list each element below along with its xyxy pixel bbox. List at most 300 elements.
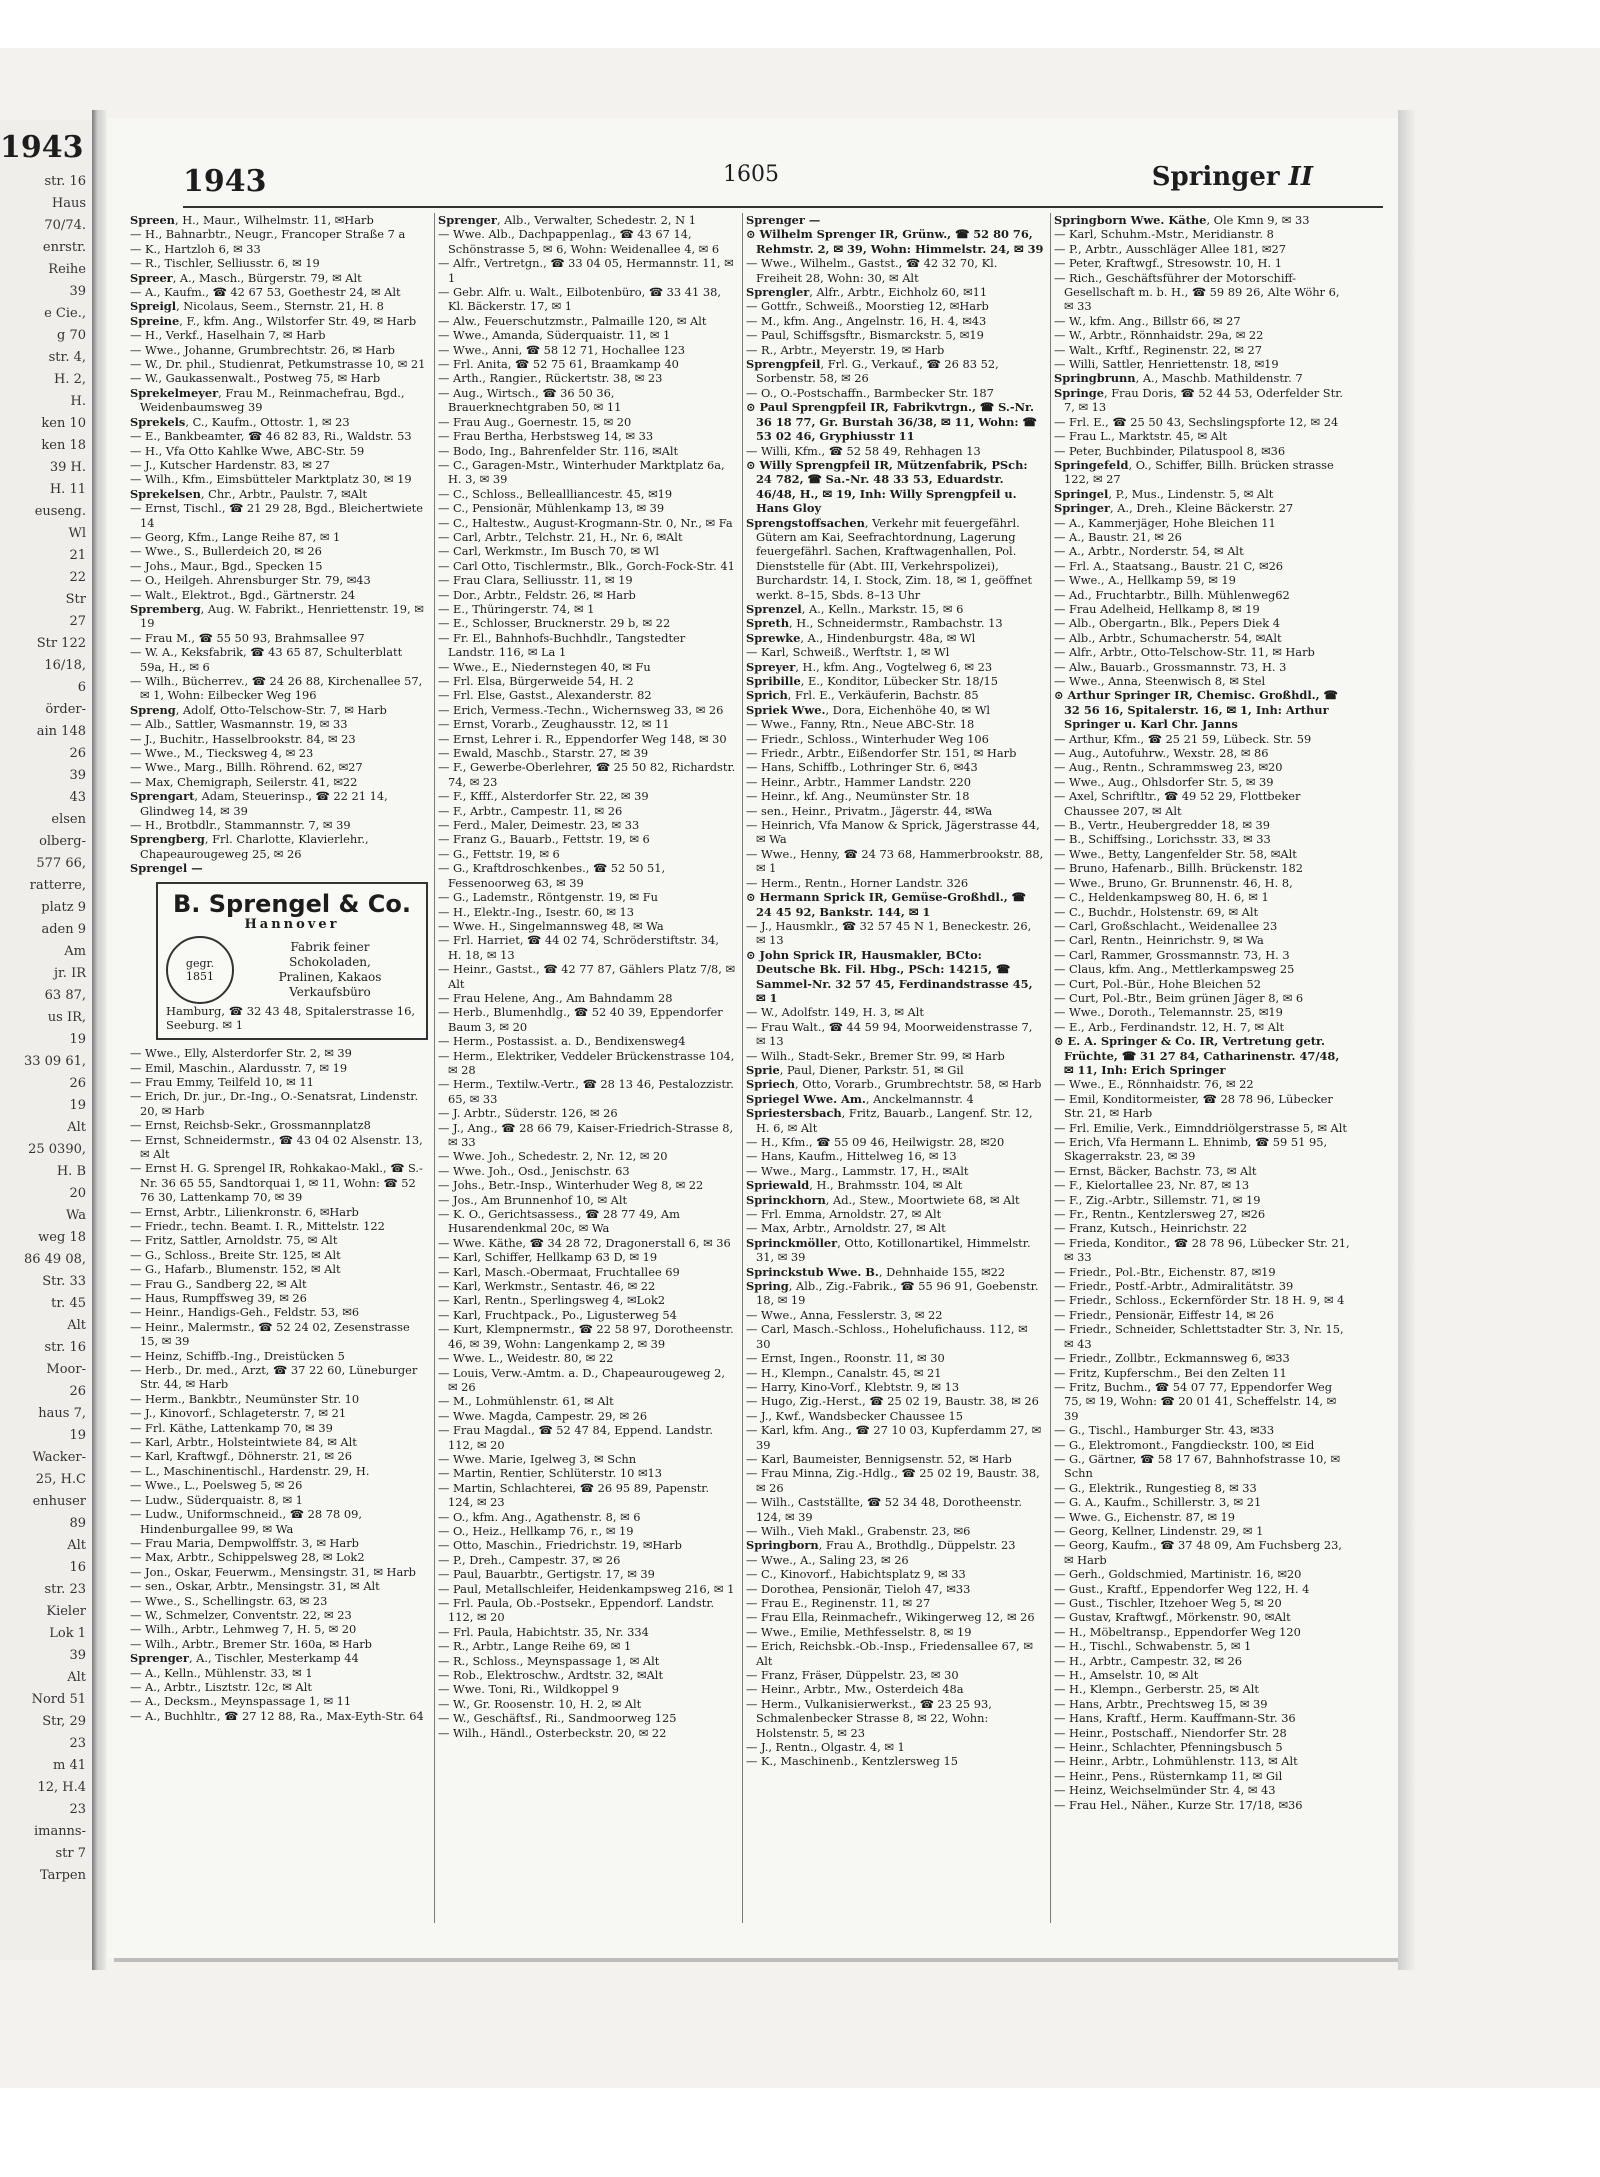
directory-entry: — Ad., Fruchtarbtr., Billh. Mühlenweg62 [1054, 587, 1290, 602]
directory-entry: — Carl, Rentn., Heinrichstr. 9, ✉ Wa [1054, 933, 1264, 948]
directory-entry: — Herb., Dr. med., Arzt, ☎ 37 22 60, Lüneburger Str. 44, ✉ Harb [130, 1363, 418, 1392]
left-page-fragment: e Cie., [44, 306, 86, 321]
directory-entry: — sen., Heinr., Privatm., Jägerstr. 44, ✉Wa [746, 803, 993, 818]
directory-entry: — Frau Magdal., ☎ 52 47 84, Eppend. Landstr. 112, ✉ 20 [438, 1423, 713, 1452]
left-page-fragment: 12, H.4 [37, 1780, 86, 1795]
directory-entry: — Franz, Kutsch., Heinrichstr. 22 [1054, 1221, 1248, 1236]
left-page-fragment: 21 [69, 548, 86, 563]
directory-entry: — Heinr., Arbtr., Lohmühlenstr. 113, ✉ Alt [1054, 1754, 1298, 1769]
left-page-fragment: H. [70, 394, 86, 409]
directory-entry: — Wwe., S., Bullerdeich 20, ✉ 26 [130, 544, 322, 559]
directory-entry: — Ernst H. G. Sprengel IR, Rohkakao-Makl., ☎ S.-Nr. 36 65 55, Sandtorquai 1, ✉ 11, Wohn: ☎ 52 76 30, Lattenkamp 70, ✉ 39 [130, 1161, 423, 1205]
directory-entry: — K., Maschinenb., Kentzlersweg 15 [746, 1754, 959, 1769]
directory-entry: — Max, Arbtr., Schippelsweg 28, ✉ Lok2 [130, 1550, 365, 1565]
directory-entry: Springborn Wwe. Käthe, Ole Kmn 9, ✉ 33 [1054, 213, 1310, 227]
directory-entry: — Wwe., Henny, ☎ 24 73 68, Hammerbrookstr. 88, ✉ 1 [746, 846, 1044, 876]
directory-entry: — H., Klempn., Canalstr. 45, ✉ 21 [746, 1365, 942, 1380]
directory-entry: — E., Schlosser, Brucknerstr. 29 b, ✉ 22 [438, 616, 671, 631]
directory-entry: — Alb., Arbtr., Schumacherstr. 54, ✉Alt [1054, 630, 1282, 645]
directory-entry: — G., Kraftdroschkenbes., ☎ 52 50 51, Fessenoorweg 63, ✉ 39 [438, 861, 666, 890]
directory-entry: — C., Buchdr., Holstenstr. 69, ✉ Alt [1054, 904, 1259, 919]
directory-entry: — Heinr., Arbtr., Hammer Landstr. 220 [746, 774, 972, 789]
directory-entry: — J., Ang., ☎ 28 66 79, Kaiser-Friedrich-Strasse 8, ✉ 33 [438, 1120, 734, 1149]
directory-entry: — Arthur, Kfm., ☎ 25 21 59, Lübeck. Str. 59 [1054, 731, 1312, 746]
left-page-fragment: H. 2, [53, 372, 86, 387]
column-4-entries [1054, 213, 1352, 1812]
directory-entry: Sprengstoffsachen, Verkehr mit feuergefährl. Gütern am Kai, Seefrachtordnung, Lagerung feuergefährl. Sachen, Kraftwagenhallen, Pol. Dienststelle für (Abt. III, Verkehrspolizei), Burchardstr. 14, I. Stock, Zim. 18, ✉ 1, geöffnet werkt. 8–15, Sbds. 8–13 Uhr [746, 515, 1033, 602]
directory-entry: — Wwe., Anni, ☎ 58 12 71, Hochallee 123 [438, 342, 686, 357]
directory-entry: — Ernst, Reichsb-Sekr., Grossmannplatz8 [130, 1118, 371, 1133]
column-3-entries [746, 213, 1044, 1769]
ad-product-lines [242, 940, 418, 1000]
directory-entry: Sprenger, Alb., Verwalter, Schedestr. 2, N 1 [438, 213, 696, 227]
directory-entry: — W., Schmelzer, Conventstr. 22, ✉ 23 [130, 1607, 352, 1622]
directory-entry: — Frau Hel., Näher., Kurze Str. 17/18, ✉36 [1054, 1797, 1303, 1812]
directory-entry: — Frau L., Marktstr. 45, ✉ Alt [1054, 429, 1228, 444]
directory-entry: — C., Schloss., Belleallliancestr. 45, ✉19 [438, 486, 673, 501]
directory-entry: — Wwe., S., Schellingstr. 63, ✉ 23 [130, 1593, 328, 1608]
directory-entry: — Herm., Elektriker, Veddeler Brückenstrasse 104, ✉ 28 [438, 1048, 735, 1077]
left-page-fragment: tr. 45 [51, 1296, 86, 1311]
directory-entry: Springbrunn, A., Maschb. Mathildenstr. 7 [1054, 371, 1303, 386]
directory-entry: — Heinz, Schiffb.-Ing., Dreistücken 5 [130, 1348, 345, 1363]
left-page-fragment: enhuser [32, 1494, 86, 1509]
directory-entry: Sprengart, Adam, Steuerinsp., ☎ 22 21 14, Glindweg 14, ✉ 39 [130, 789, 388, 818]
directory-entry: — Wwe., Anna, Steenwisch 8, ✉ Stel [1054, 674, 1266, 688]
left-page-fragment: 23 [69, 1736, 86, 1751]
directory-entry: — Bruno, Hafenarb., Billh. Brückenstr. 182 [1054, 861, 1303, 876]
directory-entry: — Wwe., L., Poelsweg 5, ✉ 26 [130, 1478, 303, 1493]
directory-entry: — Wwe., Betty, Langenfelder Str. 58, ✉Alt [1054, 846, 1297, 861]
left-page-fragment: 20 [69, 1186, 86, 1201]
directory-entry: — Hans, Arbtr., Prechtsweg 15, ✉ 39 [1054, 1696, 1268, 1711]
directory-entry: — A., Arbtr., Lisztstr. 12c, ✉ Alt [130, 1679, 312, 1694]
directory-entry: Springe, Frau Doris, ☎ 52 44 53, Oderfelder Str. 7, ✉ 13 [1054, 385, 1344, 415]
directory-entry: — Dorothea, Pensionär, Tieloh 47, ✉33 [746, 1581, 971, 1596]
directory-entry: — Frieda, Konditor., ☎ 28 78 96, Lübecker Str. 21, ✉ 33 [1054, 1235, 1350, 1265]
left-page-fragment: str. 4, [48, 350, 86, 365]
directory-entry: — W. A., Keksfabrik, ☎ 43 65 87, Schulterblatt 59a, H., ✉ 6 [130, 645, 403, 674]
directory-entry: Spriek Wwe., Dora, Eichenhöhe 40, ✉ Wl [746, 702, 991, 717]
directory-entry: Sprekelmeyer, Frau M., Reinmachefrau, Bgd., Weidenbaumsweg 39 [130, 385, 405, 415]
directory-entry: — Heinr., kf. Ang., Neumünster Str. 18 [746, 789, 970, 804]
left-page-fragment: aden 9 [41, 922, 86, 937]
directory-entry: — Karl, Baumeister, Bennigsenstr. 52, ✉ Harb [746, 1451, 1012, 1466]
directory-entry: — Wilh., Arbtr., Bremer Str. 160a, ✉ Harb [130, 1636, 372, 1651]
directory-entry: — Wwe., Doroth., Telemannstr. 25, ✉19 [1054, 1005, 1283, 1020]
directory-entry: Spreer, A., Masch., Bürgerstr. 79, ✉ Alt [130, 270, 362, 285]
directory-entry: — Peter, Kraftwgf., Stresowstr. 10, H. 1 [1054, 256, 1282, 271]
directory-entry: — Wwe. Käthe, ☎ 34 28 72, Dragonerstall 6, ✉ 36 [438, 1235, 731, 1250]
directory-entry: — Wwe., Marg., Lammstr. 17, H., ✉Alt [746, 1163, 969, 1178]
directory-entry: Sprenger — [746, 213, 821, 227]
directory-entry: — G., Gärtner, ☎ 58 17 67, Bahnhofstrasse 10, ✉ Schn [1054, 1451, 1340, 1481]
directory-entry: ⊙ Arthur Springer IR, Chemisc. Großhdl., ☎ 32 56 16, Spitalerstr. 16, ✉ 1, Inh: Arthur Springer u. Karl Chr. Janns [1054, 688, 1338, 732]
left-page-fragment: str. 16 [44, 174, 86, 189]
directory-entry: Sprekels, C., Kaufm., Ottostr. 1, ✉ 23 [130, 414, 350, 429]
left-page-fragment: 23 [69, 1802, 86, 1817]
left-page-fragment: 39 [69, 768, 86, 783]
left-page-fragment: elsen [51, 812, 86, 827]
left-page-fragment: ken 18 [41, 438, 86, 453]
directory-entry: — Wwe. H., Singelmannsweg 48, ✉ Wa [438, 918, 664, 933]
directory-entry: Spribille, E., Konditor, Lübecker Str. 18/15 [746, 674, 999, 688]
directory-entry: — Friedr., Zollbtr., Eckmannsweg 6, ✉33 [1054, 1351, 1290, 1366]
left-page-fragment: Alt [67, 1318, 86, 1333]
directory-entry: — Ferd., Maler, Deimestr. 23, ✉ 33 [438, 818, 640, 833]
column-divider [434, 213, 435, 1923]
directory-entry: — Wilh., Vieh Makl., Grabenstr. 23, ✉6 [746, 1523, 971, 1538]
directory-entry: — Jon., Oskar, Feuerwm., Mensingstr. 31, ✉ Harb [130, 1564, 416, 1579]
directory-entry: Spreine, F., kfm. Ang., Wilstorfer Str. 49, ✉ Harb [130, 313, 417, 328]
ad-line: Fabrik feiner [290, 940, 370, 955]
directory-entry: ⊙ Willy Sprengpfeil IR, Mützenfabrik, PSch: 24 782, ☎ Sa.-Nr. 48 33 53, Eduardstr. 46/48, H., ✉ 19, Inh: Willy Sprengpfeil u. Hans Gloy [746, 457, 1028, 516]
directory-entry: — Wwe., E., Niedernstegen 40, ✉ Fu [438, 659, 651, 674]
directory-entry: ⊙ John Sprick IR, Hausmakler, BCto: Deutsche Bk. Fil. Hbg., PSch: 14215, ☎ Sammel-Nr. 32 57 45, Ferdinandstrasse 45, ✉ 1 [746, 947, 1033, 1005]
directory-entry: — Johs., Maur., Bgd., Specken 15 [130, 558, 323, 573]
directory-entry: — Paul, Schiffsgsftr., Bismarckstr. 5, ✉19 [746, 328, 984, 343]
left-page-fragment: ain 148 [36, 724, 86, 739]
directory-entry: — F., Zig.-Arbtr., Sillemstr. 71, ✉ 19 [1054, 1192, 1261, 1207]
left-page-fragment: olberg- [39, 834, 86, 849]
directory-entry: Sprekelsen, Chr., Arbtr., Paulstr. 7, ✉Alt [130, 486, 368, 501]
directory-entry: — Dor., Arbtr., Feldstr. 26, ✉ Harb [438, 587, 636, 602]
directory-entry: — Frau Clara, Selliusstr. 11, ✉ 19 [438, 573, 633, 588]
directory-entry: — Erich, Vermess.-Techn., Wichernsweg 33, ✉ 26 [438, 702, 724, 717]
left-page-fragment: m 41 [52, 1758, 86, 1773]
left-page-fragment: örder- [45, 702, 86, 717]
directory-entry: — A., Kammerjäger, Hohe Bleichen 11 [1054, 515, 1276, 530]
directory-entry: — Karl, Kraftwgf., Döhnerstr. 21, ✉ 26 [130, 1449, 352, 1464]
directory-entry: — H., Klempn., Gerberstr. 25, ✉ Alt [1054, 1682, 1259, 1697]
directory-entry: — H., Kfm., ☎ 55 09 46, Heilwigstr. 28, ✉20 [746, 1135, 1005, 1149]
left-page-fragment: jr. IR [53, 966, 86, 981]
directory-entry: — Frau Ella, Reinmachefr., Wikingerweg 12, ✉ 26 [746, 1610, 1035, 1625]
directory-entry: Sprinckhorn, Ad., Stew., Moortwiete 68, ✉ Alt [746, 1192, 1020, 1207]
directory-entry: — Emil, Konditormeister, ☎ 28 78 96, Lübecker Str. 21, ✉ Harb [1054, 1091, 1333, 1121]
directory-entry: — H., Bahnarbtr., Neugr., Francoper Straße 7 a [130, 227, 406, 242]
left-page-fragment: 39 H. [49, 460, 86, 475]
book-gutter [92, 110, 106, 1970]
directory-entry: Sprinckstub Wwe. B., Dehnhaide 155, ✉22 [746, 1264, 1006, 1279]
seal-line: 1851 [186, 970, 214, 984]
directory-entry: Springefeld, O., Schiffer, Billh. Brücken strasse 122, ✉ 27 [1054, 457, 1334, 487]
directory-entry: — Wwe. G., Eichenstr. 87, ✉ 19 [1054, 1509, 1236, 1524]
directory-entry: — Friedr., Schneider, Schlettstadter Str. 3, Nr. 15, ✉ 43 [1054, 1322, 1344, 1351]
left-page-fragment: 26 [69, 746, 86, 761]
left-page-fragment: 39 [69, 284, 86, 299]
directory-entry: — J., Rentn., Olgastr. 4, ✉ 1 [746, 1740, 905, 1755]
directory-entry: Sprewke, A., Hindenburgstr. 48a, ✉ Wl [746, 630, 976, 645]
directory-entry: — Franz, Fräser, Düppelstr. 23, ✉ 30 [746, 1668, 959, 1683]
directory-entry: — O., O.-Postschaffn., Barmbecker Str. 187 [746, 385, 994, 400]
directory-entry: — Hans, Kaufm., Hittelweg 16, ✉ 13 [746, 1149, 957, 1164]
directory-entry: — W., Dr. phil., Studienrat, Petkumstrasse 10, ✉ 21 [130, 357, 426, 372]
directory-entry: — Wwe., E., Rönnhaidstr. 76, ✉ 22 [1054, 1077, 1254, 1092]
directory-entry: ⊙ Wilhelm Sprenger IR, Grünw., ☎ 52 80 76, Rehmstr. 2, ✉ 39, Wohn: Himmelstr. 24, ✉ 39 [746, 227, 1044, 256]
directory-entry: — Alw., Feuerschutzmstr., Palmaille 120, ✉ Alt [438, 313, 707, 328]
directory-entry: — Haus, Rumpffsweg 39, ✉ 26 [130, 1291, 307, 1305]
directory-entry: — Carl, Arbtr., Telchstr. 21, H., Nr. 6, ✉Alt [438, 529, 683, 544]
directory-entry: — Frau G., Sandberg 22, ✉ Alt [130, 1276, 307, 1291]
directory-entry: — R., Schloss., Meynspassage 1, ✉ Alt [438, 1653, 660, 1668]
directory-entry: Springborn, Frau A., Brothdlg., Düppelstr. 23 [746, 1538, 1016, 1553]
directory-entry: — Friedr., Schloss., Winterhuder Weg 106 [746, 731, 989, 746]
directory-entry: — Carl, Masch.-Schloss., Hohelufichauss. 112, ✉ 30 [746, 1322, 1028, 1351]
directory-entry: — R., Tischler, Selliusstr. 6, ✉ 19 [130, 256, 320, 271]
directory-entry: Sprich, Frl. E., Verkäuferin, Bachstr. 85 [746, 688, 979, 703]
directory-entry: — C., Kinovorf., Habichtsplatz 9, ✉ 33 [746, 1567, 966, 1582]
directory-entry: — Frl. Paula, Ob.-Postsekr., Eppendorf. Landstr. 112, ✉ 20 [438, 1596, 715, 1625]
left-page-fragment: str. 16 [44, 1340, 86, 1355]
left-page-fragment: Lok 1 [49, 1626, 86, 1641]
directory-entry: — Heinr., Schlachter, Pfenningsbusch 5 [1054, 1740, 1283, 1755]
directory-entry: — Frau Helene, Ang., Am Bahndamm 28 [438, 990, 673, 1005]
directory-entry: — W., Gaukassenwalt., Postweg 75, ✉ Harb [130, 371, 381, 386]
directory-entry: — Gebr. Alfr. u. Walt., Eilbotenbüro, ☎ 33 41 38, Kl. Bäckerstr. 17, ✉ 1 [438, 285, 721, 314]
directory-entry: — F., Gewerbe-Oberlehrer, ☎ 25 50 82, Richardstr. 74, ✉ 23 [438, 760, 736, 789]
directory-entry: — Heinr., Gastst., ☎ 42 77 87, Gählers Platz 7/8, ✉ Alt [438, 962, 736, 991]
left-page-fragment: euseng. [34, 504, 86, 519]
directory-entry: Springel, P., Mus., Lindenstr. 5, ✉ Alt [1054, 486, 1274, 501]
left-page-fragment: 70/74. [44, 218, 86, 233]
directory-entry: — Curt, Pol.-Btr., Beim grünen Jäger 8, ✉ 6 [1054, 990, 1304, 1005]
left-page-fragment: 19 [69, 1032, 86, 1047]
directory-entry: Sprengpfeil, Frl. G., Verkauf., ☎ 26 83 52, Sorbenstr. 58, ✉ 26 [746, 357, 999, 386]
directory-entry: — Karl, Schiffer, Hellkamp 63 D, ✉ 19 [438, 1250, 658, 1265]
directory-entry: — Georg, Kaufm., ☎ 37 48 09, Am Fuchsberg 23, ✉ Harb [1054, 1538, 1342, 1567]
directory-entry: — Karl, Werkmstr., Sentastr. 46, ✉ 22 [438, 1279, 656, 1294]
left-page-fragment: ratterre, [29, 878, 86, 893]
directory-entry: — Johs., Betr.-Insp., Winterhuder Weg 8, ✉ 22 [438, 1178, 704, 1193]
directory-entry: — H., Brotbdlr., Stammannstr. 7, ✉ 39 [130, 818, 351, 833]
left-page-fragment: weg 18 [38, 1230, 86, 1245]
left-page-fragment: Wl [68, 526, 86, 541]
left-page-fragment: Am [64, 944, 86, 959]
directory-entry: — Willi, Kfm., ☎ 52 58 49, Rehhagen 13 [746, 443, 981, 458]
directory-entry: — Wwe., Anna, Fesslerstr. 3, ✉ 22 [746, 1307, 943, 1322]
left-page-fragment: Tarpen [39, 1868, 86, 1883]
directory-entry: — Emil, Maschin., Alardusstr. 7, ✉ 19 [130, 1060, 348, 1075]
directory-entry: Springer, A., Dreh., Kleine Bäckerstr. 27 [1054, 501, 1294, 516]
running-head-roman: II [1288, 162, 1313, 192]
directory-entry: — Ludw., Uniformschneid., ☎ 28 78 09, Hindenburgallee 99, ✉ Wa [130, 1507, 362, 1536]
directory-entry: — G., Elektromont., Fangdieckstr. 100, ✉ Eid [1054, 1437, 1315, 1452]
directory-entry: — Frl. Harriet, ☎ 44 02 74, Schröderstiftstr. 34, H. 18, ✉ 13 [438, 933, 719, 962]
directory-entry: — Fritz, Kupferschm., Bei den Zelten 11 [1054, 1365, 1287, 1380]
directory-entry: — Harry, Kino-Vorf., Klebtstr. 9, ✉ 13 [746, 1379, 960, 1394]
directory-entry: — P., Arbtr., Ausschläger Allee 181, ✉27 [1054, 241, 1286, 256]
left-page-fragment: imanns- [33, 1824, 86, 1839]
directory-entry: Spreth, H., Schneidermstr., Rambachstr. 13 [746, 616, 1003, 631]
column-divider [1050, 213, 1051, 1923]
directory-entry: — Frau Bertha, Herbstsweg 14, ✉ 33 [438, 429, 654, 444]
ad-line: Verkaufsbüro [289, 985, 371, 1000]
left-page-fragment: 39 [69, 1648, 86, 1663]
directory-entry: — P., Dreh., Campestr. 37, ✉ 26 [438, 1552, 621, 1567]
left-page-fragment: Str [65, 592, 86, 607]
left-page-fragment: 577 66, [36, 856, 86, 871]
directory-entry: — Ernst, Vorarb., Zeughausstr. 12, ✉ 11 [438, 717, 670, 732]
left-page-fragment: 6 [77, 680, 86, 695]
directory-entry: — E., Thüringerstr. 74, ✉ 1 [438, 601, 595, 616]
directory-entry: — Bodo, Ing., Bahrenfelder Str. 116, ✉Alt [438, 443, 679, 458]
directory-entry: — H., Möbeltransp., Eppendorfer Weg 120 [1054, 1624, 1301, 1639]
left-page-fragment: 22 [69, 570, 86, 585]
directory-entry: Spriewald, H., Brahmsstr. 104, ✉ Alt [746, 1178, 963, 1193]
directory-entry: ⊙ E. A. Springer & Co. IR, Vertretung getr. Früchte, ☎ 31 27 84, Catharinenstr. 47/48, ✉ 11, Inh: Erich Springer [1054, 1034, 1340, 1077]
directory-entry: — Wwe., Amanda, Süderquaistr. 11, ✉ 1 [438, 328, 671, 343]
left-page-fragment: 27 [69, 614, 86, 629]
column-2-entries [438, 213, 736, 1740]
directory-entry: — K. O., Gerichtsassess., ☎ 28 77 49, Am Husarendenkmal 20c, ✉ Wa [438, 1207, 680, 1236]
directory-entry: — Heinr., Handigs-Geh., Feldstr. 53, ✉6 [130, 1305, 360, 1320]
directory-entry: — Frl. Käthe, Lattenkamp 70, ✉ 39 [130, 1420, 333, 1435]
left-page-fragment: 25, H.C [35, 1472, 86, 1487]
directory-entry: — Heinr., Postschaff., Niendorfer Str. 28 [1054, 1725, 1287, 1740]
directory-entry: — Alb., Obergartn., Blk., Pepers Diek 4 [1054, 616, 1281, 631]
directory-entry: — W., Arbtr., Rönnhaidstr. 29a, ✉ 22 [1054, 328, 1264, 343]
directory-entry: — Frau M., ☎ 55 50 93, Brahmsallee 97 [130, 630, 365, 645]
directory-entry: — Wilh., Händl., Osterbeckstr. 20, ✉ 22 [438, 1725, 667, 1740]
directory-entry: — J., Kutscher Hardenstr. 83, ✉ 27 [130, 457, 330, 472]
directory-entry: — Wilh., Bücherrev., ☎ 24 26 88, Kirchenallee 57, ✉ 1, Wohn: Eilbecker Weg 196 [130, 674, 423, 703]
directory-entry: — Wwe. L., Weidestr. 80, ✉ 22 [438, 1351, 614, 1366]
directory-entry: — Herm., Bankbtr., Neumünster Str. 10 [130, 1391, 360, 1406]
directory-entry: Spremberg, Aug. W. Fabrikt., Henriettenstr. 19, ✉ 19 [130, 601, 424, 631]
directory-entry: — J., Buchitr., Hasselbrookstr. 84, ✉ 23 [130, 731, 356, 746]
directory-entry: — H., Vfa Otto Kahlke Wwe, ABC-Str. 59 [130, 443, 365, 458]
directory-entry: — Ernst, Schneidermstr., ☎ 43 04 02 Alsenstr. 13, ✉ Alt [130, 1132, 423, 1161]
directory-entry: — B., Schiffsing., Lorichsstr. 33, ✉ 33 [1054, 832, 1271, 847]
directory-entry: — Erich, Vfa Hermann L. Ehnimb, ☎ 59 51 95, Skagerrakstr. 23, ✉ 39 [1054, 1135, 1328, 1164]
directory-entry: — Paul, Bauarbtr., Gertigstr. 17, ✉ 39 [438, 1567, 655, 1582]
directory-entry: — Claus, kfm. Ang., Mettlerkampsweg 25 [1054, 962, 1295, 977]
page-header [183, 158, 1313, 202]
directory-entry: — Frl. Paula, Habichtstr. 35, Nr. 334 [438, 1624, 649, 1639]
directory-entry: — Fritz, Buchm., ☎ 54 07 77, Eppendorfer Weg 75, ✉ 19, Wohn: ☎ 20 01 41, Scheffelstr. 14, ✉ 39 [1054, 1379, 1337, 1423]
directory-entry: — A., Baustr. 21, ✉ 26 [1054, 529, 1182, 544]
directory-entry: — A., Kelln., Mühlenstr. 33, ✉ 1 [130, 1665, 313, 1680]
directory-entry: — G., Elektrik., Rungestieg 8, ✉ 33 [1054, 1480, 1257, 1495]
directory-entry: — C., Garagen-Mstr., Winterhuder Marktplatz 6a, H. 3, ✉ 39 [438, 457, 725, 487]
directory-entry: — K., Hartzloh 6, ✉ 33 [130, 241, 261, 256]
directory-entry: — R., Arbtr., Meyerstr. 19, ✉ Harb [746, 342, 945, 357]
directory-entry: — Wwe., Marg., Billh. Röhrend. 62, ✉27 [130, 760, 363, 775]
directory-entry: — Wwe., Johanne, Grumbrechtstr. 26, ✉ Harb [130, 342, 395, 357]
directory-entry: — Frl. Emilie, Verk., Eimnddriölgerstrasse 5, ✉ Alt [1054, 1120, 1347, 1135]
directory-entry: Spring, Alb., Zig.-Fabrik., ☎ 55 96 91, Goebenstr. 18, ✉ 19 [746, 1279, 1039, 1308]
directory-entry: — O., Heilgeh. Ahrensburger Str. 79, ✉43 [130, 573, 371, 588]
directory-entry: — Hans, Kraftf., Herm. Kauffmann-Str. 36 [1054, 1711, 1296, 1726]
directory-entry: — Friedr., Arbtr., Eißendorfer Str. 151, ✉ Harb [746, 746, 1017, 761]
left-page-fragment: 89 [69, 1516, 86, 1531]
directory-entry: — Wilh., Arbtr., Lehmweg 7, H. 5, ✉ 20 [130, 1622, 357, 1637]
directory-entry: — Wwe., Elly, Alsterdorfer Str. 2, ✉ 39 [130, 1046, 352, 1061]
directory-entry: — Wwe. Alb., Dachpappenlag., ☎ 43 67 14, Schönstrasse 5, ✉ 6, Wohn: Weidenallee 4, ✉ 6 [438, 227, 720, 256]
directory-entry: — J., Kwf., Wandsbecker Chaussee 15 [746, 1408, 964, 1423]
directory-entry: — Frl. A., Staatsang., Baustr. 21 C, ✉26 [1054, 558, 1284, 573]
header-rule [183, 206, 1383, 208]
ad-city: Hannover [244, 916, 340, 932]
directory-entry: — Ernst, Lehrer i. R., Eppendorfer Weg 148, ✉ 30 [438, 731, 727, 746]
ad-footer: Hamburg, ☎ 32 43 48, Spitalerstrasse 16, Seeburg. ✉ 1 [166, 1004, 416, 1033]
directory-entry: — Hugo, Zig.-Herst., ☎ 25 02 19, Baustr. 38, ✉ 26 [746, 1394, 1039, 1409]
column-1-entries-top [130, 213, 428, 876]
directory-entry: — Wwe. Marie, Igelweg 3, ✉ Schn [438, 1451, 637, 1466]
directory-entry: — Georg, Kellner, Lindenstr. 29, ✉ 1 [1054, 1523, 1264, 1538]
left-page-fragment: Haus [51, 196, 86, 211]
directory-entry: — C., Pensionär, Mühlenkamp 13, ✉ 39 [438, 501, 665, 516]
directory-entry: — Aug., Wirtsch., ☎ 36 50 36, Brauerknechtgraben 50, ✉ 11 [438, 385, 622, 415]
directory-entry: — Karl, Masch.-Obermaat, Fruchtallee 69 [438, 1264, 680, 1279]
directory-entry: — Martin, Rentier, Schlüterstr. 10 ✉13 [438, 1466, 663, 1481]
directory-entry: — A., Decksm., Meynspassage 1, ✉ 11 [130, 1694, 352, 1709]
left-page-fragment: g 70 [57, 328, 86, 343]
directory-entry: — G., Hafarb., Blumenstr. 152, ✉ Alt [130, 1262, 341, 1277]
directory-entry: — Friedr., techn. Beamt. I. R., Mittelstr. 122 [130, 1218, 385, 1233]
directory-entry: — Alw., Bauarb., Grossmannstr. 73, H. 3 [1054, 659, 1287, 674]
running-head-name: Springer [1151, 162, 1280, 192]
directory-entry: — Louis, Verw.-Amtm. a. D., Chapeaurougeweg 2, ✉ 26 [438, 1365, 725, 1394]
ad-body [166, 936, 418, 1004]
directory-entry: — Karl, Schuhm.-Mstr., Meridianstr. 8 [1054, 227, 1274, 242]
directory-entry: — Wwe., Wilhelm., Gastst., ☎ 42 32 70, Kl. Freiheit 28, Wohn: 30, ✉ Alt [746, 256, 998, 285]
ad-firm-name: B. Sprengel & Co. [173, 889, 411, 918]
directory-entry: — Wilh., Stadt-Sekr., Bremer Str. 99, ✉ Harb [746, 1048, 1005, 1063]
directory-entry: — Fr., Rentn., Kentzlersweg 27, ✉26 [1054, 1207, 1266, 1222]
directory-entry: — Heinrich, Vfa Manow & Sprick, Jägerstrasse 44, ✉ Wa [746, 818, 1040, 847]
left-page-fragment: 63 87, [44, 988, 86, 1003]
directory-entry: — H., Amselstr. 10, ✉ Alt [1054, 1668, 1199, 1683]
directory-entry: — Wwe. Joh., Osd., Jenischstr. 63 [438, 1163, 630, 1178]
directory-entry: Sprie, Paul, Diener, Parkstr. 51, ✉ Gil [746, 1062, 964, 1077]
directory-entry: — Alfr., Vertretgn., ☎ 33 04 05, Hermannstr. 11, ✉ 1 [438, 256, 734, 285]
directory-entry: — Heinz, Weichselmünder Str. 4, ✉ 43 [1054, 1783, 1276, 1798]
directory-entry: — Wwe., Emilie, Methfesselstr. 8, ✉ 19 [746, 1624, 972, 1639]
directory-entry: — Wwe., Aug., Ohlsdorfer Str. 5, ✉ 39 [1054, 774, 1274, 789]
directory-entry: — O., kfm. Ang., Agathenstr. 8, ✉ 6 [438, 1509, 641, 1524]
directory-entry: — Franz G., Bauarb., Fettstr. 19, ✉ 6 [438, 832, 650, 847]
directory-column-4 [1054, 213, 1352, 1812]
directory-entry: — Heinr., Arbtr., Mw., Osterdeich 48a [746, 1682, 964, 1697]
page-right-edge [1398, 110, 1416, 1970]
directory-entry: Sprengberg, Frl. Charlotte, Klavierlehr., Chapeaurougeweg 25, ✉ 26 [130, 832, 369, 861]
left-page-fragment: str. 23 [44, 1582, 86, 1597]
directory-entry: — Friedr., Pensionär, Eiffestr 14, ✉ 26 [1054, 1307, 1274, 1322]
directory-entry: — Wilh., Castställte, ☎ 52 34 48, Dorotheenstr. 124, ✉ 39 [746, 1495, 1023, 1524]
directory-entry: — Fritz, Sattler, Arnoldstr. 75, ✉ Alt [130, 1233, 338, 1248]
page-number: 1605 [723, 162, 779, 187]
directory-entry: — W., kfm. Ang., Billstr 66, ✉ 27 [1054, 313, 1241, 328]
directory-entry: — Herm., Vulkanisierwerkst., ☎ 23 25 93, Schmalenbecker Strasse 8, ✉ 22, Wohn: Holstenstr. 5, ✉ 23 [746, 1696, 992, 1740]
directory-entry: — Frau Maria, Dempwolffstr. 3, ✉ Harb [130, 1535, 359, 1550]
directory-entry: — Ernst, Arbtr., Lilienkronstr. 6, ✉Harb [130, 1204, 359, 1219]
directory-entry: — Wwe., Bruno, Gr. Brunnenstr. 46, H. 8, [1054, 875, 1293, 890]
ad-line: Schokoladen, [289, 955, 371, 970]
directory-entry: — Wilh., Kfm., Eimsbütteler Marktplatz 30, ✉ 19 [130, 472, 412, 487]
directory-entry: — Frau Aug., Goernestr. 15, ✉ 20 [438, 414, 632, 429]
directory-entry: Spreen, H., Maur., Wilhelmstr. 11, ✉Harb [130, 213, 374, 227]
directory-entry: — Wwe., M., Tiecksweg 4, ✉ 23 [130, 746, 314, 761]
directory-entry: — Carl Otto, Tischlermstr., Blk., Gorch-Fock-Str. 41 [438, 558, 735, 573]
left-page-fragment: 33 09 61, [23, 1054, 86, 1069]
left-page-fragment: 16/18, [44, 658, 86, 673]
directory-entry: — M., kfm. Ang., Angelnstr. 16, H. 4, ✉43 [746, 313, 987, 328]
running-head [1152, 162, 1313, 192]
directory-entry: — Fr. El., Bahnhofs-Buchhdlr., Tangstedter Landstr. 116, ✉ La 1 [438, 630, 686, 660]
left-page-fragment: us IR, [47, 1010, 86, 1025]
